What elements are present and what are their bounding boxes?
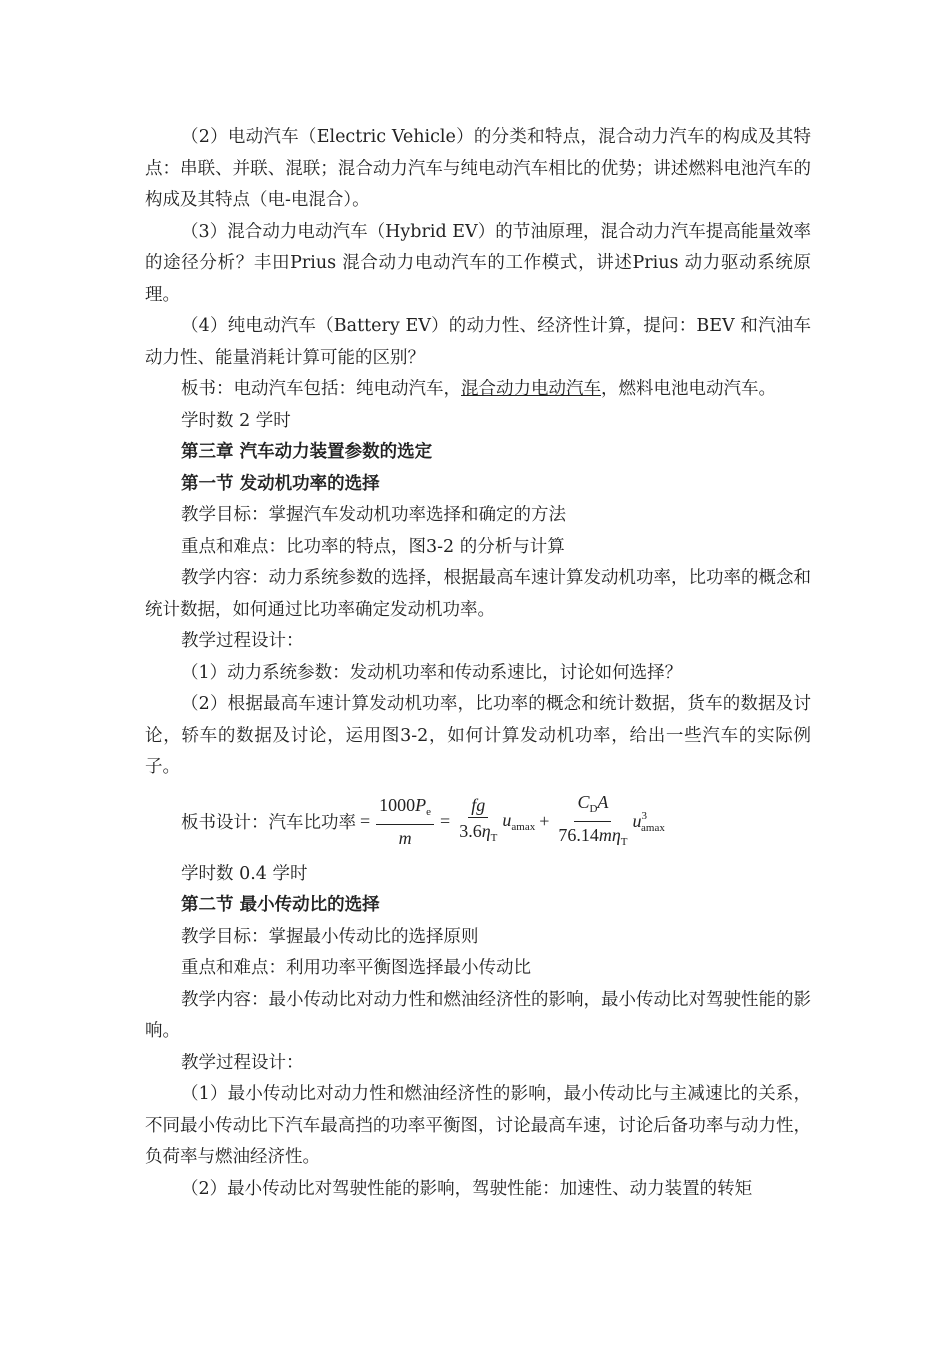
- paragraph-ev-classification: （2）电动汽车（Electric Vehicle）的分类和特点，混合动力汽车的构成及其特点：串联、并联、混联；混合动力汽车与纯电动汽车相比的优势；讲述燃料电池汽车的构成及其特点（电-电混合）。: [145, 127, 811, 210]
- formula-label: 板书设计：: [181, 813, 269, 833]
- sub-d: D: [589, 802, 598, 815]
- section-heading-min-ratio: 第二节 最小传动比的选择: [181, 895, 380, 915]
- symbol-m-eta: mη: [598, 824, 621, 845]
- symbol-eta: η: [481, 821, 491, 841]
- formula-lhs: 汽车比功率: [268, 813, 356, 833]
- paragraph-process-label-2: 教学过程设计：: [181, 1052, 304, 1073]
- paragraph-hours-0-4: 学时数 0.4 学时: [181, 863, 308, 884]
- paragraph-teaching-goal-2: 教学目标：掌握最小传动比的选择原则: [181, 926, 479, 947]
- symbol-c: C: [577, 791, 590, 812]
- symbol-u: u: [502, 810, 512, 830]
- paragraph-key-points-2: 重点和难点：利用功率平衡图选择最小传动比: [181, 958, 531, 978]
- term-u-amax-cubed: [633, 810, 665, 834]
- term-u-amax: [502, 810, 535, 833]
- chapter-heading: 第三章 汽车动力装置参数的选定: [181, 442, 433, 462]
- paragraph-teaching-goal: 教学目标：掌握汽车发动机功率选择和确定的方法: [181, 505, 566, 525]
- symbol-a: A: [597, 791, 609, 812]
- blackboard-text-a: 板书：电动汽车包括：纯电动汽车，: [181, 379, 461, 399]
- num-3-6: 3.6: [459, 821, 482, 841]
- sub-t-2: T: [620, 835, 628, 848]
- fraction-drag: [555, 792, 630, 852]
- paragraph-teaching-content: 教学内容：动力系统参数的选择，根据最高车速计算发动机功率，比功率的概念和统计数据，如何通过比功率确定发动机功率。: [145, 568, 811, 620]
- paragraph-process-2-1: （1）最小传动比对动力性和燃油经济性的影响，最小传动比与主减速比的关系，不同最小传动比下汽车最高挡的功率平衡图，讨论最高车速，讨论后备功率与动力性，负荷率与燃油经济性。: [145, 1084, 811, 1167]
- num-76-14: 76.14: [558, 824, 599, 845]
- symbol-m: m: [398, 828, 412, 848]
- formula-equals-1: =: [360, 811, 371, 831]
- page-content: [145, 122, 811, 1205]
- underlined-hybrid-ev: 混合动力电动汽车: [461, 379, 601, 399]
- sub-amax-2: amax: [641, 821, 665, 834]
- paragraph-hours-2: 学时数 2 学时: [181, 410, 291, 431]
- symbol-fg: fg: [468, 795, 488, 818]
- fraction-power-mass: [376, 795, 434, 848]
- paragraph-process-2: （2）根据最高车速计算发动机功率，比功率的概念和统计数据，货车的数据及讨论，轿车的数据及讨论，运用图3-2，如何计算发动机功率，给出一些汽车的实际例子。: [145, 694, 811, 777]
- sub-amax: amax: [511, 821, 536, 833]
- paragraph-teaching-content-2: 教学内容：最小传动比对动力性和燃油经济性的影响，最小传动比对驾驶性能的影响。: [145, 989, 811, 1041]
- sup-3: 3: [641, 809, 648, 822]
- blackboard-text-b: ，燃料电池电动汽车。: [601, 379, 776, 399]
- formula-plus: +: [539, 811, 550, 831]
- paragraph-bev-calculation: （4）纯电动汽车（Battery EV）的动力性、经济性计算，提问：BEV 和汽油车动力性、能量消耗计算可能的区别？: [145, 316, 811, 368]
- symbol-u-2: u: [632, 810, 642, 831]
- paragraph-process-1: （1）动力系统参数：发动机功率和传动系速比，讨论如何选择？: [181, 662, 683, 683]
- num-1000: 1000: [379, 795, 416, 815]
- sub-t: T: [490, 832, 498, 844]
- sub-e: e: [426, 806, 432, 818]
- symbol-p: P: [415, 795, 427, 815]
- paragraph-key-points: 重点和难点：比功率的特点，图3-2 的分析与计算: [181, 536, 565, 557]
- blackboard-formula: [145, 785, 811, 859]
- paragraph-process-2-2: （2）最小传动比对驾驶性能的影响，驾驶性能：加速性、动力装置的转矩: [181, 1178, 753, 1199]
- fraction-fg: [456, 795, 500, 848]
- formula-equals-2: =: [440, 811, 451, 831]
- paragraph-blackboard-ev: [145, 374, 811, 406]
- paragraph-hybrid-principle: （3）混合动力电动汽车（Hybrid EV）的节油原理，混合动力汽车提高能量效率的途径分析？丰田Prius 混合动力电动汽车的工作模式，讲述Prius 动力驱动系统原理。: [145, 221, 811, 305]
- paragraph-process-label: 教学过程设计：: [181, 631, 304, 651]
- section-heading-engine-power: 第一节 发动机功率的选择: [181, 473, 380, 494]
